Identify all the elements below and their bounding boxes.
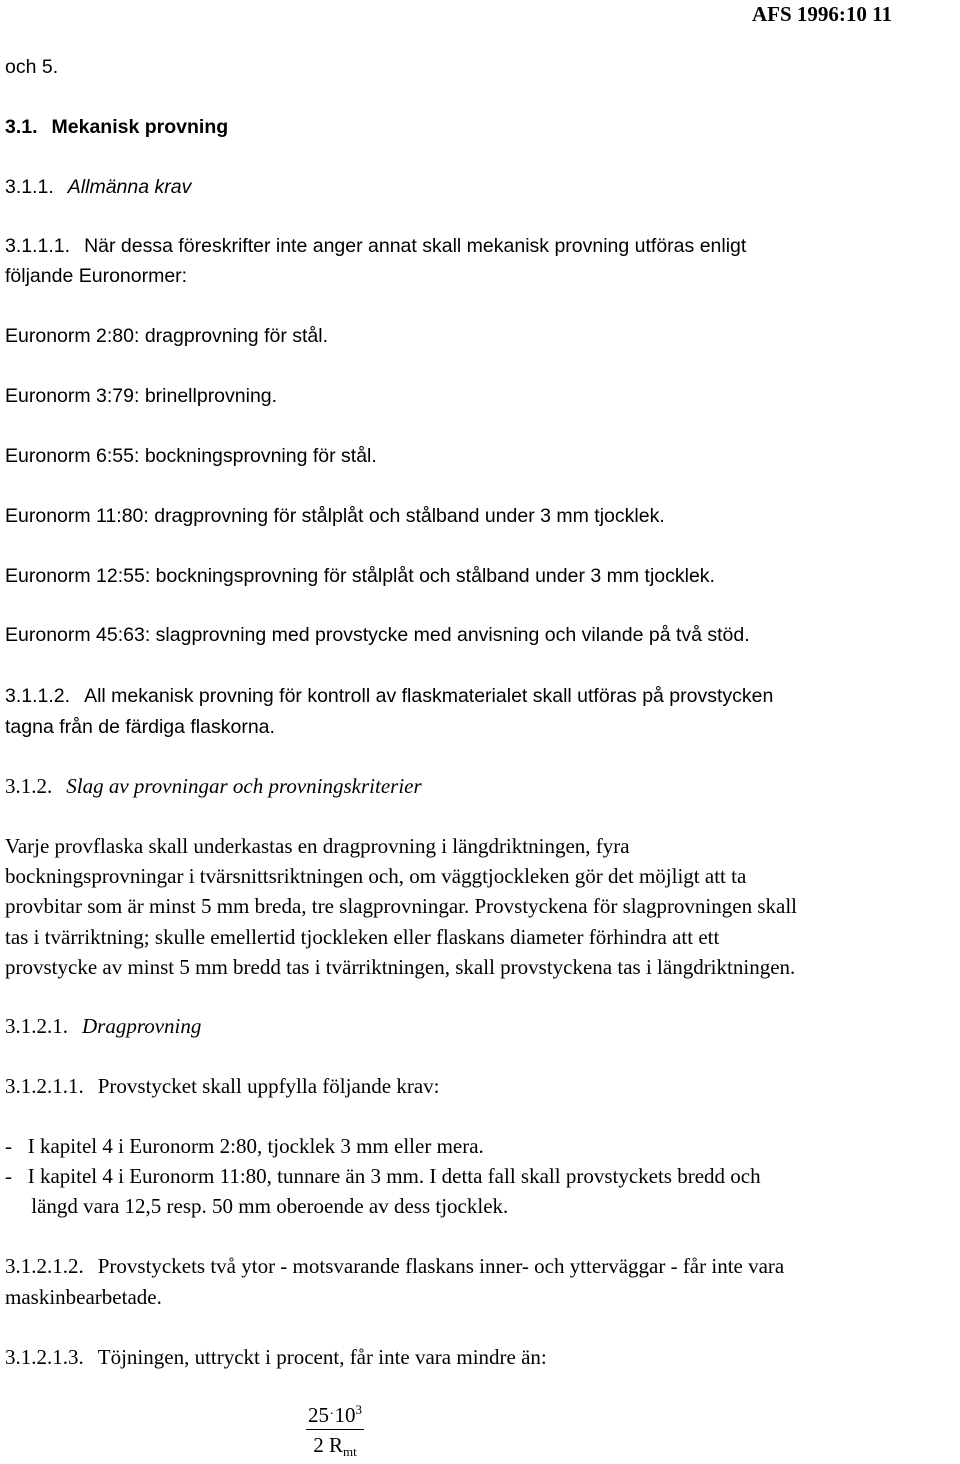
- paragraph-3-1-2-1-1: [5, 1071, 440, 1101]
- paragraph-text: All mekanisk provning för kontroll av flaskmaterialet skall utföras på provstycken: [84, 685, 774, 707]
- formula-subscript: mt: [343, 1444, 357, 1459]
- section-heading-3-1-2: [5, 771, 422, 801]
- paragraph-3-1-2-line: provstycke av minst 5 mm bredd tas i tvärriktningen, skall provstyckena tas i längdriktningen.: [5, 955, 796, 979]
- paragraph-3-1-1-1-line1: [5, 231, 746, 261]
- section-number: 3.1.: [5, 116, 38, 138]
- paragraph-3-1-2-line: Varje provflaska skall underkastas en dragprovning i längdriktningen, fyra: [5, 834, 630, 858]
- intro-text: och 5.: [5, 56, 59, 78]
- elongation-formula: [306, 1400, 364, 1460]
- euronorm-item: Euronorm 11:80: dragprovning för stålplåt och stålband under 3 mm tjocklek.: [5, 505, 665, 527]
- formula-denominator: [306, 1430, 364, 1460]
- section-number: 3.1.1.: [5, 176, 54, 198]
- formula-numerator: [306, 1401, 364, 1430]
- section-title: Slag av provningar och provningskriterier: [66, 774, 422, 798]
- paragraph-3-1-1-2-line1: [5, 681, 773, 711]
- section-title: Allmänna krav: [67, 176, 192, 198]
- section-heading-3-1: [5, 112, 228, 142]
- paragraph-number: 3.1.2.1.3.: [5, 1345, 84, 1369]
- paragraph-3-1-2-line: bockningsprovningar i tvärsnittsriktningen och, om väggtjockleken gör det möjligt att ta: [5, 864, 747, 888]
- paragraph-3-1-2-line: tas i tvärriktning; skulle emellertid tjockleken eller flaskans diameter förhindra att ett: [5, 925, 720, 949]
- formula-exponent: 3: [355, 1402, 362, 1417]
- paragraph-number: 3.1.2.1.2.: [5, 1254, 84, 1278]
- euronorm-item: Euronorm 12:55: bockningsprovning för stålplåt och stålband under 3 mm tjocklek.: [5, 565, 715, 587]
- paragraph-3-1-2-1-2-line2: maskinbearbetade.: [5, 1285, 162, 1309]
- formula-numerator-coefficient: 25: [308, 1403, 329, 1427]
- paragraph-number: 3.1.1.2.: [5, 685, 71, 707]
- paragraph-text: Provstycket skall uppfylla följande krav:: [97, 1074, 440, 1098]
- euronorm-item: Euronorm 2:80: dragprovning för stål.: [5, 325, 329, 347]
- paragraph-3-1-2-1-3: [5, 1342, 547, 1372]
- paragraph-text: När dessa föreskrifter inte anger annat skall mekanisk provning utföras enligt: [84, 235, 747, 257]
- paragraph-3-1-1-2-line2: tagna från de färdiga flaskorna.: [5, 716, 275, 738]
- bullet-item-continuation: längd vara 12,5 resp. 50 mm oberoende av dess tjocklek.: [5, 1194, 509, 1218]
- section-title: Dragprovning: [82, 1014, 202, 1038]
- euronorm-item: Euronorm 45:63: slagprovning med provstycke med anvisning och vilande på två stöd.: [5, 624, 750, 646]
- section-number: 3.1.2.: [5, 774, 53, 798]
- paragraph-text: Provstyckets två ytor - motsvarande flaskans inner- och ytterväggar - får inte vara: [97, 1254, 785, 1278]
- paragraph-number: 3.1.2.1.1.: [5, 1074, 84, 1098]
- formula-denominator-text: 2 R: [313, 1433, 344, 1457]
- section-title: Mekanisk provning: [51, 116, 229, 138]
- paragraph-3-1-2-1-2-line1: [5, 1251, 784, 1281]
- paragraph-3-1-1-1-line2: följande Euronormer:: [5, 265, 188, 287]
- section-heading-3-1-2-1: [5, 1011, 201, 1041]
- section-number: 3.1.2.1.: [5, 1014, 68, 1038]
- euronorm-item: Euronorm 6:55: bockningsprovning för stål.: [5, 445, 377, 467]
- paragraph-number: 3.1.1.1.: [5, 235, 71, 257]
- paragraph-3-1-2-line: provbitar som är minst 5 mm breda, tre slagprovningar. Provstyckena för slagprovningen skall: [5, 894, 798, 918]
- euronorm-item: Euronorm 3:79: brinellprovning.: [5, 385, 278, 407]
- paragraph-text: Töjningen, uttryckt i procent, får inte vara mindre än:: [97, 1345, 547, 1369]
- bullet-item: - I kapitel 4 i Euronorm 2:80, tjocklek 3 mm eller mera.: [5, 1134, 484, 1158]
- section-heading-3-1-1: [5, 172, 191, 202]
- formula-numerator-base: 10: [334, 1403, 356, 1427]
- formula-multiplication-dot: .: [330, 1403, 334, 1418]
- bullet-item: - I kapitel 4 i Euronorm 11:80, tunnare än 3 mm. I detta fall skall provstyckets bredd och: [5, 1164, 761, 1188]
- page-header: AFS 1996:10 11: [751, 2, 892, 26]
